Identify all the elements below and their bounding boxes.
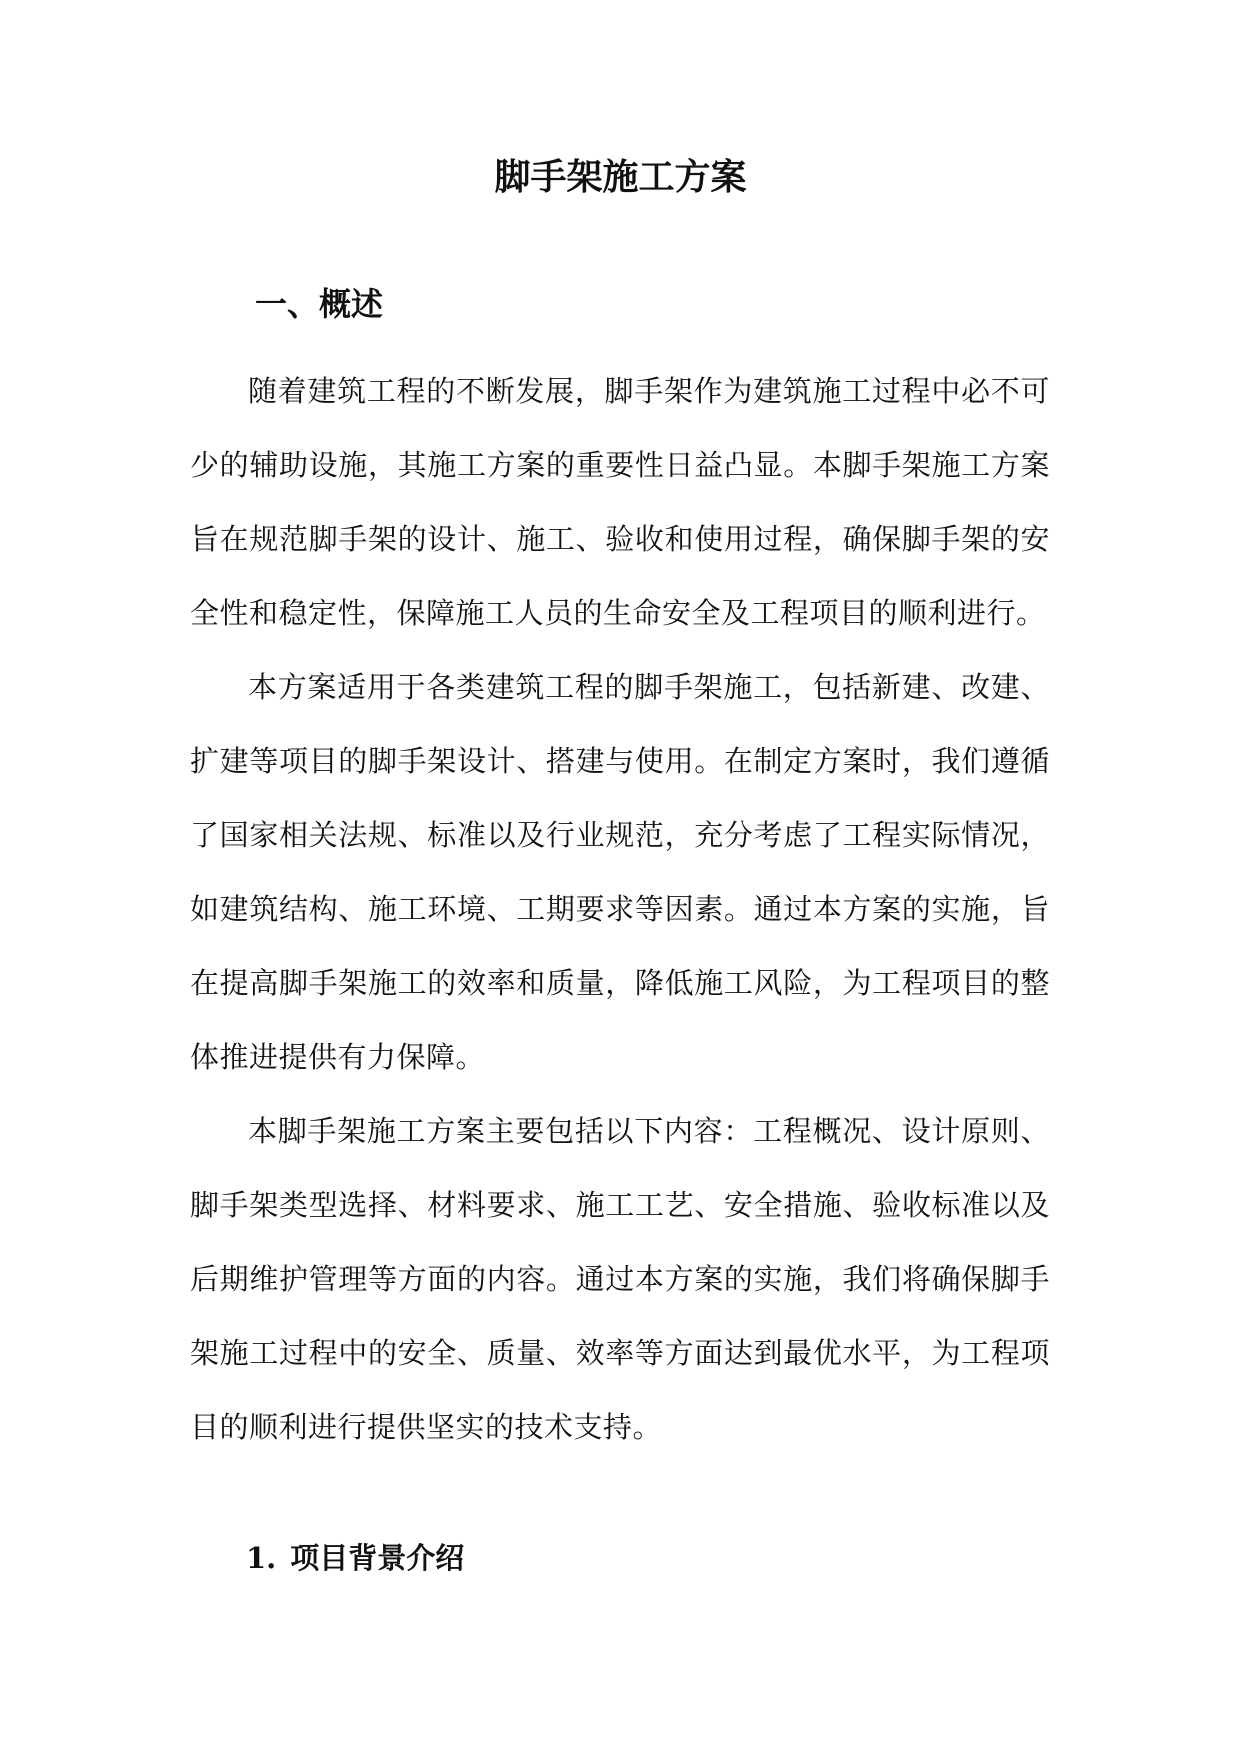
subsection-number: 1. [246, 1541, 277, 1575]
paragraph-2: 本方案适用于各类建筑工程的脚手架施工，包括新建、改建、扩建等项目的脚手架设计、搭建与使用。在制定方案时，我们遵循了国家相关法规、标准以及行业规范，充分考虑了工程实际情况，如建筑结构、施工环境、工期要求等因素。通过本方案的实施，旨在提高脚手架施工的效率和质量，降低施工风险，为工程项目的整体推进提供有力保障。 [190, 670, 1050, 1074]
paragraph-3: 本脚手架施工方案主要包括以下内容：工程概况、设计原则、脚手架类型选择、材料要求、施工工艺、安全措施、验收标准以及后期维护管理等方面的内容。通过本方案的实施，我们将确保脚手架施工过程中的安全、质量、效率等方面达到最优水平，为工程项目的顺利进行提供坚实的技术支持。 [190, 1114, 1050, 1444]
subsection-heading [246, 1536, 464, 1580]
section-heading-overview: 一、概述 [255, 285, 384, 323]
document-title: 脚手架施工方案 [494, 156, 747, 198]
paragraph-1: 随着建筑工程的不断发展，脚手架作为建筑施工过程中必不可少的辅助设施，其施工方案的重要性日益凸显。本脚手架施工方案旨在规范脚手架的设计、施工、验收和使用过程，确保脚手架的安全性和稳定性，保障施工人员的生命安全及工程项目的顺利进行。 [190, 374, 1050, 630]
subsection-title: 项目背景介绍 [290, 1541, 465, 1575]
